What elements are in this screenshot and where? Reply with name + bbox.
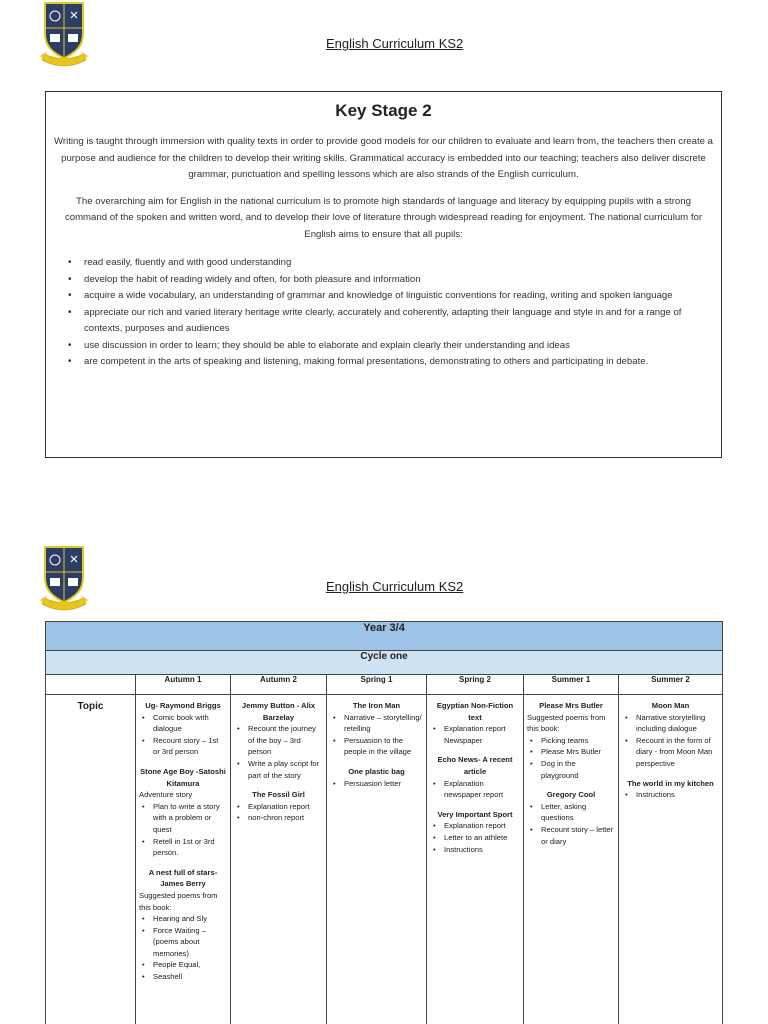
list-item: • Letter, asking questions <box>527 801 615 824</box>
book-title: Gregory Cool <box>546 790 596 800</box>
book-title: Very Important Sport <box>437 809 513 819</box>
term-header: Summer 2 <box>619 675 723 695</box>
row-label-topic: Topic <box>46 695 136 1024</box>
list-item: • Comic book with dialogue <box>139 712 227 735</box>
crest-icon <box>36 0 92 68</box>
cell-summer-1 <box>524 695 619 1024</box>
list-item: • Recount in the form of diary - from Moon Man perspective <box>622 735 719 770</box>
cell-spring-2 <box>427 695 524 1024</box>
cell-autumn-2 <box>231 695 327 1024</box>
list-item: • Persuasion to the people in the village <box>330 735 423 758</box>
term-header: Autumn 2 <box>231 675 327 695</box>
list-item: • Explanation report <box>234 801 323 813</box>
book-title: Egyptian Non-Fiction text <box>436 701 514 722</box>
crest-icon <box>36 544 92 612</box>
cell-autumn-1 <box>136 695 231 1024</box>
list-item: • non-chron report <box>234 812 323 824</box>
list-item: • Explanation newspaper report <box>430 778 520 801</box>
list-item: • Hearing and Sly <box>139 913 227 925</box>
corner-cell <box>46 675 136 695</box>
list-item: • develop the habit of reading widely and often, for both pleasure and information <box>68 272 701 289</box>
list-item: • Write a play script for part of the story <box>234 758 323 781</box>
list-item: • Recount story – 1st or 3rd person <box>139 735 227 758</box>
cell-text: Suggested poems from this book: <box>527 712 606 734</box>
key-stage-panel <box>45 91 722 458</box>
list-item: • Plan to write a story with a problem or quest <box>139 801 227 836</box>
list-item: • Instructions <box>622 789 719 801</box>
page-header-title: English Curriculum KS2 <box>326 579 464 594</box>
list-item: • Dog in the playground <box>527 758 615 781</box>
book-title: Echo News- A recent article <box>437 755 513 776</box>
year-header: Year 3/4 <box>46 622 723 651</box>
book-title: Moon Man <box>651 701 690 710</box>
book-title: The Iron Man <box>352 701 401 710</box>
list-item: • People Equal, <box>139 959 227 971</box>
book-title: Ug- Raymond Briggs <box>145 701 221 710</box>
curriculum-table <box>45 621 723 1024</box>
key-stage-title: Key Stage 2 <box>335 101 432 120</box>
book-title: One plastic bag <box>348 766 405 776</box>
list-item: • appreciate our rich and varied literary heritage write clearly, accurately and coherently, adapting their language and style in and for a range of contexts, purposes and audiences <box>68 305 701 338</box>
school-crest-logo <box>36 0 92 68</box>
list-item: • are competent in the arts of speaking and listening, making formal presentations, demonstrating to others and participating in debate. <box>68 354 701 371</box>
book-title: Jemmy Button - Alix Barzelay <box>241 701 316 722</box>
list-item: • Seashell <box>139 971 227 983</box>
list-item: • use discussion in order to learn; they should be able to elaborate and explain clearly their understanding and ideas <box>68 338 701 355</box>
list-item: • Recount the journey of the boy – 3rd person <box>234 723 323 758</box>
cell-spring-1 <box>327 695 427 1024</box>
cell-text: Adventure story <box>139 790 193 800</box>
aims-list <box>68 255 701 371</box>
book-title: Please Mrs Butler <box>539 701 603 710</box>
cell-text: Suggested poems from this book: <box>139 890 218 912</box>
cell-summer-2 <box>619 695 723 1024</box>
page-header-title: English Curriculum KS2 <box>326 36 464 51</box>
list-item: • read easily, fluently and with good understanding <box>68 255 701 272</box>
list-item: • Retell in 1st or 3rd person. <box>139 836 227 859</box>
school-crest-logo <box>36 544 92 612</box>
list-item: • Explanation report <box>430 820 520 832</box>
list-item: • Picking teams <box>527 735 615 747</box>
book-title: A nest full of stars- James Berry <box>148 867 218 889</box>
list-item: • Narrative – storytelling/ retelling <box>330 712 423 735</box>
list-item: • Letter to an athlete <box>430 832 520 844</box>
book-title: The Fossil Girl <box>252 790 305 800</box>
term-header: Spring 2 <box>427 675 524 695</box>
list-item: • Persuasion letter <box>330 778 423 790</box>
term-header: Summer 1 <box>524 675 619 695</box>
list-item: • Force Waiting – (poems about memories) <box>139 925 227 960</box>
list-item: • Explanation report Newspaper <box>430 723 520 746</box>
book-title: Stone Age Boy -Satoshi Kitamura <box>140 766 226 788</box>
cycle-header: Cycle one <box>46 651 723 675</box>
term-header: Spring 1 <box>327 675 427 695</box>
list-item: • Please Mrs Butler <box>527 746 615 758</box>
list-item: • Recount story – letter or diary <box>527 824 615 847</box>
book-title: The world in my kitchen <box>627 778 714 788</box>
aims-paragraph: The overarching aim for English in the national curriculum is to promote high standards of language and literacy by equipping pupils with a strong command of the spoken and written word, and to develop their love of literature through widespread reading for enjoyment. The national curriculum for English aims to ensure that all pupils: <box>64 195 703 240</box>
intro-paragraph: Writing is taught through immersion with quality texts in order to provide good models for our children to evaluate and learn from, the teachers then create a purpose and audience for the children to develop their writing skills. Grammatical accuracy is embedded into our teaching; teachers also deliver discrete grammar, punctuation and spelling lessons which are also strands of the English curriculum. <box>54 136 713 180</box>
list-item: • Narrative storytelling including dialogue <box>622 712 719 735</box>
list-item: • acquire a wide vocabulary, an understanding of grammar and knowledge of linguistic conventions for reading, writing and spoken language <box>68 288 701 305</box>
list-item: • Instructions <box>430 844 520 856</box>
term-header: Autumn 1 <box>136 675 231 695</box>
